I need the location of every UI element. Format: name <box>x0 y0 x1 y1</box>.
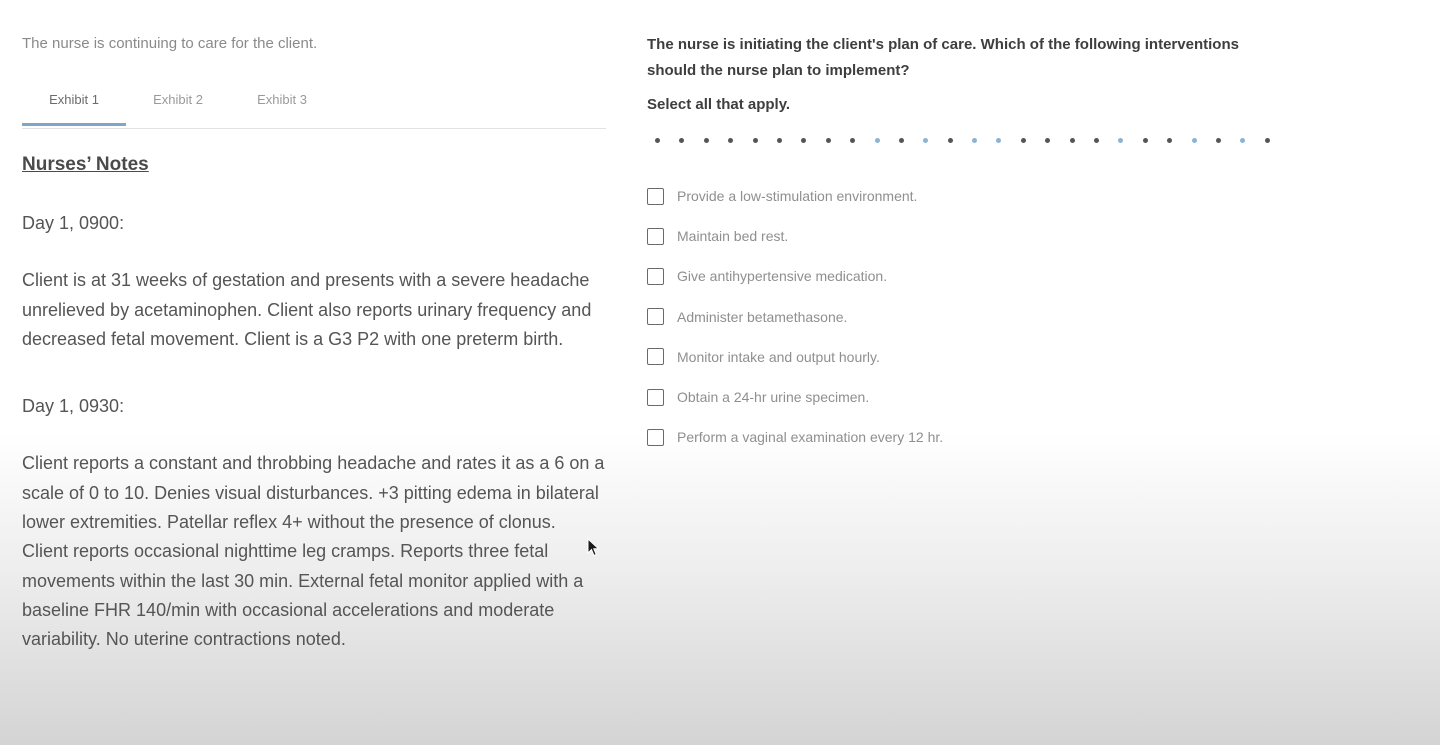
note-entry-2-text: Client reports a constant and throbbing headache and rates it as a 6 on a scale of 0 to 10. Denies visual disturbances. +3 pitting edema in bilateral lower extremities. Patellar reflex 4+ without the presence of clonus. Client reports occasional nighttime leg cramps. Reports three fetal movements within the last 30 min. External fetal monitor applied with a baseline FHR 140/min with occasional accelerations and moderate variability. No uterine contractions noted. <box>22 453 605 650</box>
option-antihypertensive[interactable] <box>647 256 1307 296</box>
divider-dot <box>655 138 660 143</box>
divider-dot <box>679 138 684 143</box>
divider-dot <box>777 138 782 143</box>
note-entry-1-text: Client is at 31 weeks of gestation and presents with a severe headache unrelieved by acetaminophen. Client also reports urinary frequency and decreased fetal movement. Client is a G3 P2 with one preterm birth. <box>22 270 592 349</box>
divider-dot <box>996 138 1001 143</box>
option-urine-specimen[interactable] <box>647 377 1307 417</box>
option-label: Maintain bed rest. <box>677 228 789 245</box>
option-low-stimulation[interactable] <box>647 176 1307 216</box>
checkbox[interactable] <box>647 188 664 205</box>
divider-dot <box>1240 138 1245 143</box>
question-text: The nurse is initiating the client's plan of care. Which of the following interventions should the nurse plan to implement? <box>647 36 1239 79</box>
note-entry-2-time: Day 1, 0930: <box>22 396 125 417</box>
divider-dot <box>1192 138 1197 143</box>
question-panel <box>647 32 1307 457</box>
option-vaginal-exam[interactable] <box>647 417 1307 457</box>
option-label: Administer betamethasone. <box>677 308 848 325</box>
tab-exhibit-3[interactable]: Exhibit 3 <box>257 92 307 107</box>
exhibit-tabs <box>22 92 606 129</box>
divider-dot <box>1045 138 1050 143</box>
divider-dot <box>972 138 977 143</box>
option-label: Obtain a 24-hr urine specimen. <box>677 389 870 406</box>
divider-dot <box>728 138 733 143</box>
option-betamethasone[interactable] <box>647 297 1307 337</box>
dotted-divider <box>647 134 1307 146</box>
divider-dot <box>1265 138 1270 143</box>
divider-dot <box>948 138 953 143</box>
notes-title: Nurses’ Notes <box>22 154 149 175</box>
answer-options <box>647 176 1307 457</box>
option-label: Give antihypertensive medication. <box>677 268 888 285</box>
tab-exhibit-2[interactable]: Exhibit 2 <box>153 92 203 107</box>
divider-dot <box>1094 138 1099 143</box>
checkbox[interactable] <box>647 308 664 325</box>
option-bed-rest[interactable] <box>647 216 1307 256</box>
option-label: Monitor intake and output hourly. <box>677 348 880 365</box>
divider-dot <box>801 138 806 143</box>
divider-dot <box>850 138 855 143</box>
divider-dot <box>753 138 758 143</box>
divider-dot <box>1118 138 1123 143</box>
case-intro: The nurse is continuing to care for the client. <box>22 35 318 52</box>
mouse-cursor-icon <box>587 538 601 558</box>
divider-dot <box>899 138 904 143</box>
option-label: Perform a vaginal examination every 12 hr. <box>677 429 944 446</box>
note-entry-1-time: Day 1, 0900: <box>22 213 125 233</box>
divider-dot <box>1143 138 1148 143</box>
checkbox[interactable] <box>647 429 664 446</box>
checkbox[interactable] <box>647 389 664 406</box>
exhibit-panel <box>22 32 606 655</box>
divider-dot <box>1070 138 1075 143</box>
divider-dot <box>1021 138 1026 143</box>
divider-dot <box>1216 138 1221 143</box>
divider-dot <box>826 138 831 143</box>
tab-exhibit-1[interactable]: Exhibit 1 <box>22 92 126 126</box>
select-all-instruction: Select all that apply. <box>647 96 791 113</box>
option-label: Provide a low-stimulation environment. <box>677 188 918 205</box>
checkbox[interactable] <box>647 348 664 365</box>
divider-dot <box>875 138 880 143</box>
option-intake-output[interactable] <box>647 337 1307 377</box>
checkbox[interactable] <box>647 228 664 245</box>
divider-dot <box>1167 138 1172 143</box>
checkbox[interactable] <box>647 268 664 285</box>
divider-dot <box>704 138 709 143</box>
divider-dot <box>923 138 928 143</box>
